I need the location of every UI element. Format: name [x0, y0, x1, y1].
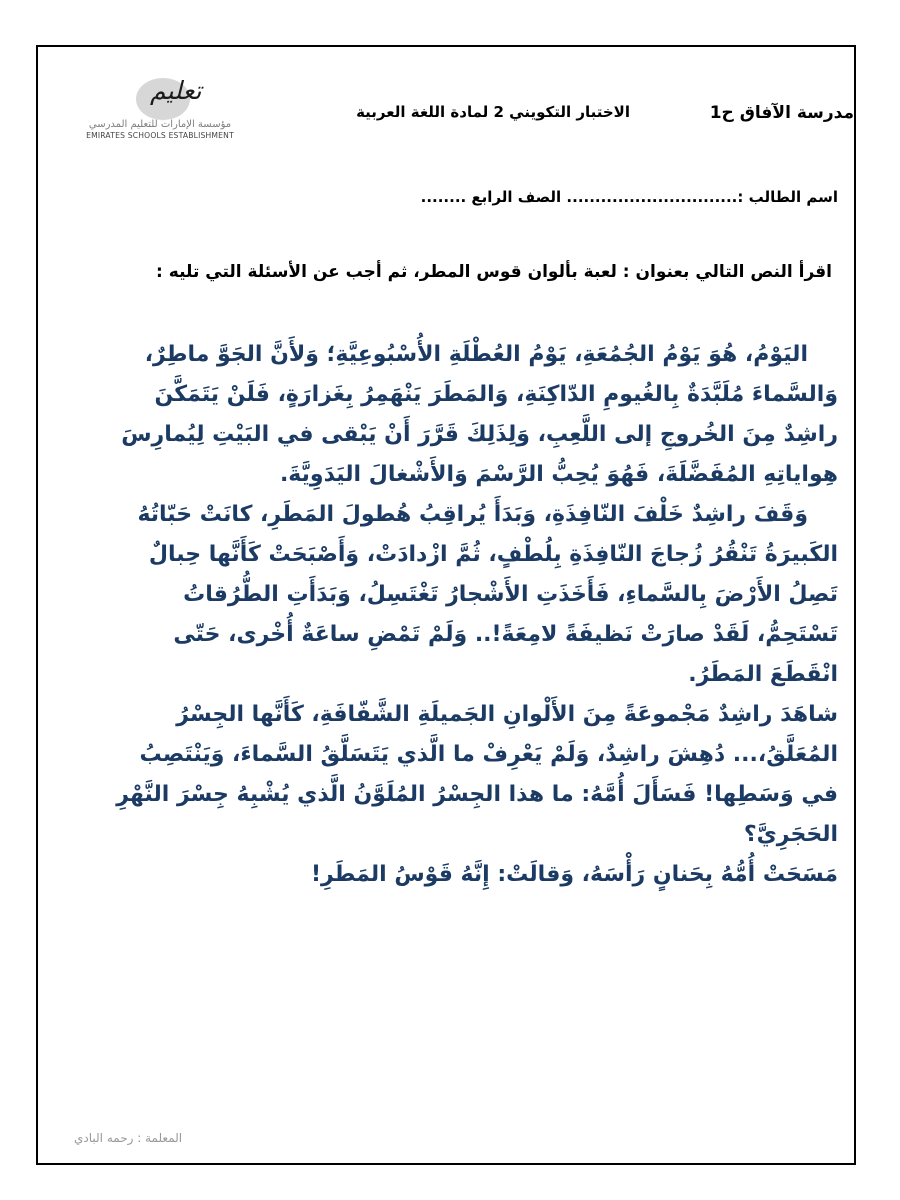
story-line: مَسَحَتْ أُمُّهُ بِحَنانٍ رَأْسَهُ، وَقالَتْ: إِنَّهُ قَوْسُ المَطَرِ! — [310, 862, 838, 887]
logo-english-line: EMIRATES SCHOOLS ESTABLISHMENT — [86, 131, 234, 140]
story-line: تَصِلُ الأَرْضَ بِالسَّماءِ، فَأَخَذَتِ الأَشْجارُ تَغْتَسِلُ، وَبَدَأَتِ الطُّرُقاتُ — [183, 582, 838, 607]
story-line: هِواياتِهِ المُفَضَّلَةَ، فَهُوَ يُحِبُّ الرَّسْمَ وَالأَشْغالَ اليَدَوِيَّةَ. — [279, 462, 838, 487]
logo-word: تعليم — [150, 76, 202, 105]
story-line: وَقَفَ راشِدٌ خَلْفَ النّافِذَةِ، وَبَدَأَ يُراقِبُ هُطولَ المَطَرِ، كانَتْ حَبّاتُهُ — [137, 502, 808, 527]
story-line: تَسْتَحِمُّ، لَقَدْ صارَتْ نَظيفَةً لامِعَةً!.. وَلَمْ تَمْضِ ساعَةٌ أُخْرى، حَتّى — [173, 622, 838, 647]
ministry-logo — [58, 78, 263, 144]
teacher-name: المعلمة : رحمه البادي — [74, 1131, 183, 1145]
story-line: الحَجَرِيَّ؟ — [743, 822, 838, 847]
logo-arabic-line: مؤسسة الإمارات للتعليم المدرسي — [88, 119, 232, 130]
story-line: في وَسَطِها! فَسَأَلَ أُمَّهُ: ما هذا الجِسْرُ المُلَوَّنُ الَّذي يُشْبِهُ جِسْرَ النَّهْرِ — [116, 782, 838, 807]
story-line: المُعَلَّقُ،... دُهِشَ راشِدٌ، وَلَمْ يَعْرِفْ ما الَّذي يَتَسَلَّقُ السَّماءَ، وَيَنْتَصِبُ — [139, 742, 838, 767]
reading-instruction: اقرأ النص التالي بعنوان : لعبة بألوان قوس المطر، ثم أجب عن الأسئلة التي تليه : — [156, 262, 832, 282]
story-line: انْقَطَعَ المَطَرُ. — [688, 662, 838, 687]
story-line: وَالسَّماءَ مُلَبَّدَةٌ بِالغُيومِ الدّاكِنَةِ، وَالمَطَرَ يَنْهَمِرُ بِغَزارَةٍ، فَلَنْ يَتَمَكَّنَ — [154, 382, 838, 407]
school-name: مدرسة الآفاق ح1 — [709, 103, 854, 123]
story-line: راشِدٌ مِنَ الخُروجِ إلى اللَّعِبِ، وَلِذَلِكَ قَرَّرَ أَنْ يَبْقى في البَيْتِ لِيُمارِسَ — [121, 422, 838, 447]
story-line: الكَبيرَةُ تَنْقُرُ زُجاجَ النّافِذَةِ بِلُطْفٍ، ثُمَّ ازْدادَتْ، وَأَصْبَحَتْ كَأَنَّها حِبالٌ — [148, 542, 838, 567]
story-line: شاهَدَ راشِدٌ مَجْموعَةً مِنَ الأَلْوانِ الجَميلَةِ الشَّفّافَةِ، كَأَنَّها الجِسْرُ — [176, 702, 838, 727]
test-title: الاختبار التكويني 2 لمادة اللغة العربية — [356, 103, 630, 121]
story-text — [88, 335, 838, 895]
story-line: اليَوْمُ، هُوَ يَوْمُ الجُمُعَةِ، يَوْمُ العُطْلَةِ الأُسْبُوعِيَّةِ؛ وَلأَنَّ الجَوَّ ماطِرٌ، — [144, 342, 808, 367]
student-name-line: اسم الطالب :.............................. الصف الرابع ........ — [420, 188, 838, 206]
